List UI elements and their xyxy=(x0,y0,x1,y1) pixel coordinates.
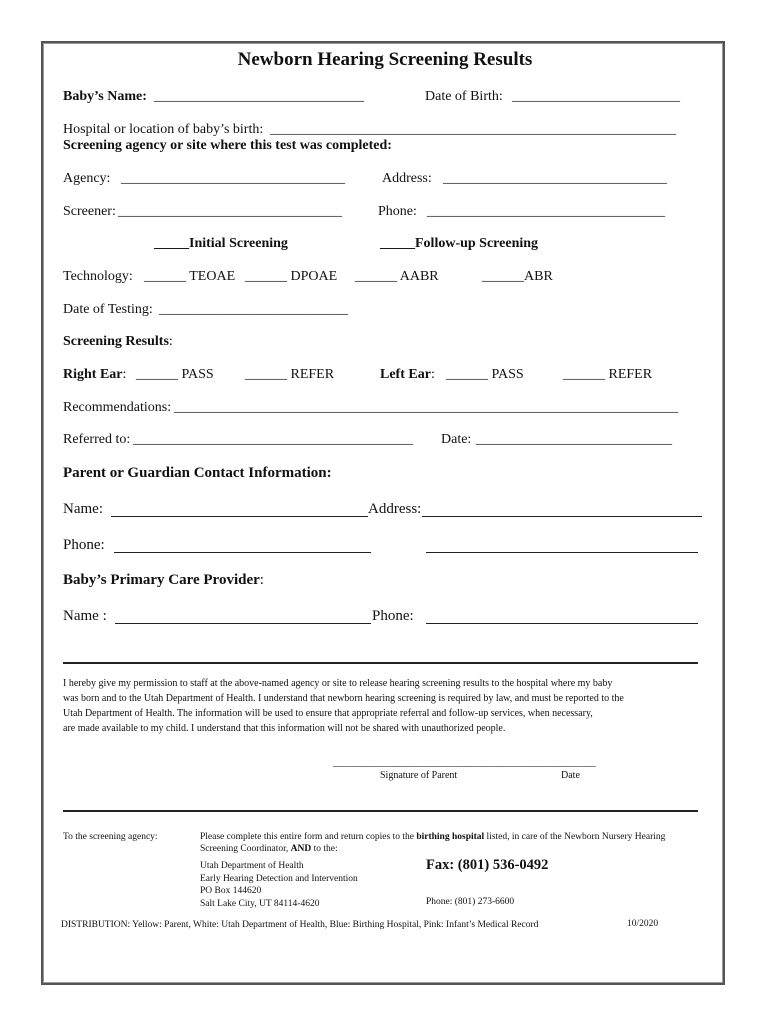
left-ear-label xyxy=(380,367,435,383)
signature-label: Signature of Parent xyxy=(380,770,458,781)
pcp-phone-field[interactable] xyxy=(426,623,698,624)
results-heading-colon: : xyxy=(168,334,173,349)
date-testing-label: Date of Testing: xyxy=(63,302,153,317)
technology-abr-label: ABR xyxy=(524,269,553,284)
parent-name-label: Name: xyxy=(63,501,103,517)
footer-divider xyxy=(63,810,698,812)
dob-label: Date of Birth: xyxy=(425,89,503,104)
parent-address-line2-field[interactable] xyxy=(426,552,698,553)
permission-statement xyxy=(63,676,713,736)
hospital-field[interactable]: __________________________________________________________ xyxy=(270,122,676,137)
followup-screening-blank[interactable]: _____ xyxy=(380,236,415,251)
agency-address-field[interactable]: ________________________________ xyxy=(443,171,667,186)
pcp-name-label: Name : xyxy=(63,608,107,624)
left-ear-refer[interactable]: ______ REFER xyxy=(563,367,653,382)
technology-abr[interactable] xyxy=(482,269,553,285)
right-ear-label xyxy=(63,367,126,383)
screener-phone-field[interactable]: __________________________________ xyxy=(427,204,665,219)
revision-date: 10/2020 xyxy=(627,919,659,929)
address-line: Salt Lake City, UT 84114-4620 xyxy=(200,898,320,909)
permission-line: was born and to the Utah Department of Health. I understand that newborn hearing screening is required by law, and must be reported to the xyxy=(63,693,624,704)
referred-date-label: Date: xyxy=(441,432,472,447)
signature-date-label: Date xyxy=(561,770,580,781)
pcp-heading-colon: : xyxy=(259,572,264,588)
right-ear-text: Right Ear xyxy=(63,367,123,382)
left-ear-text: Left Ear xyxy=(380,367,431,382)
agency-field[interactable]: ________________________________ xyxy=(121,171,345,186)
permission-line: are made available to my child. I understand that this information will not be shared with unauthorized people. xyxy=(63,723,506,734)
left-ear-pass[interactable]: ______ PASS xyxy=(446,367,524,382)
screener-field[interactable]: ________________________________ xyxy=(118,204,342,219)
technology-teoae[interactable]: ______ TEOAE xyxy=(144,269,236,284)
technology-abr-blank[interactable]: ______ xyxy=(482,269,524,284)
dob-field[interactable]: ________________________ xyxy=(512,89,680,104)
pcp-heading-text: Baby’s Primary Care Provider xyxy=(63,572,260,588)
results-heading-text: Screening Results xyxy=(63,334,169,349)
permission-line: Utah Department of Health. The information will be used to ensure that appropriate referral and follow-up services, when necessary, xyxy=(63,708,593,719)
pcp-name-field[interactable] xyxy=(115,623,371,624)
referred-date-field[interactable]: ____________________________ xyxy=(476,432,672,447)
agency-heading: Screening agency or site where this test was completed: xyxy=(63,138,392,153)
form-title: Newborn Hearing Screening Results xyxy=(237,49,533,70)
parent-phone-label: Phone: xyxy=(63,537,105,553)
section-divider xyxy=(63,662,698,664)
initial-screening-option[interactable] xyxy=(154,236,288,252)
referred-to-field[interactable]: ________________________________________ xyxy=(133,432,413,447)
recommendations-label: Recommendations: xyxy=(63,400,172,415)
right-ear-pass[interactable]: ______ PASS xyxy=(136,367,214,382)
initial-screening-label: Initial Screening xyxy=(189,236,288,251)
parent-address-label: Address: xyxy=(368,501,422,517)
recommendations-field[interactable]: ________________________________________________________________________ xyxy=(174,400,678,415)
pcp-heading xyxy=(63,572,264,589)
followup-screening-label: Follow-up Screening xyxy=(415,236,539,251)
to-agency-label: To the screening agency: xyxy=(63,832,158,842)
screener-label: Screener: xyxy=(63,204,116,219)
udoh-address xyxy=(200,860,358,910)
instruction-bold: AND xyxy=(290,844,312,854)
baby-name-label: Baby’s Name: xyxy=(63,89,147,104)
baby-name-field[interactable]: ______________________________ xyxy=(154,89,364,104)
instruction-line-1 xyxy=(200,832,665,842)
phone-number: Phone: (801) 273-6600 xyxy=(426,897,515,907)
followup-screening-option[interactable] xyxy=(380,236,538,252)
signature-field[interactable]: _____________________________________________________ xyxy=(333,757,596,768)
technology-dpoae[interactable]: ______ DPOAE xyxy=(245,269,338,284)
instruction-text: to the: xyxy=(311,844,338,854)
right-ear-colon: : xyxy=(122,367,127,382)
permission-line: I hereby give my permission to staff at the above-named agency or site to release hearing screening results to the hospital where my baby xyxy=(63,678,613,689)
parent-phone-field[interactable] xyxy=(114,552,371,553)
initial-screening-blank[interactable]: _____ xyxy=(154,236,189,251)
instruction-text: Please complete this entire form and return copies to the xyxy=(200,832,417,842)
technology-aabr[interactable]: ______ AABR xyxy=(355,269,439,284)
distribution-note: DISTRIBUTION: Yellow: Parent, White: Utah Department of Health, Blue: Birthing Hospital, Pink: Infant’s Medical Record xyxy=(61,920,539,930)
results-heading xyxy=(63,334,173,350)
address-line: PO Box 144620 xyxy=(200,886,262,896)
parent-name-field[interactable] xyxy=(111,516,368,517)
instruction-line-2 xyxy=(200,844,338,854)
instruction-text: listed, in care of the Newborn Nursery Hearing xyxy=(484,832,666,842)
agency-label: Agency: xyxy=(63,171,111,186)
address-line: Utah Department of Health xyxy=(200,861,304,871)
agency-address-label: Address: xyxy=(382,171,432,186)
right-ear-refer[interactable]: ______ REFER xyxy=(245,367,335,382)
left-ear-colon: : xyxy=(430,367,435,382)
hospital-label: Hospital or location of baby’s birth: xyxy=(63,122,264,137)
technology-label: Technology: xyxy=(63,269,133,284)
date-testing-field[interactable]: ___________________________ xyxy=(159,302,348,317)
instruction-text: Screening Coordinator, xyxy=(200,844,291,854)
address-line: Early Hearing Detection and Intervention xyxy=(200,873,358,884)
fax-number: Fax: (801) 536-0492 xyxy=(426,857,549,873)
parent-heading: Parent or Guardian Contact Information: xyxy=(63,465,332,481)
referred-to-label: Referred to: xyxy=(63,432,131,447)
parent-address-field[interactable] xyxy=(422,516,702,517)
screener-phone-label: Phone: xyxy=(378,204,417,219)
instruction-bold: birthing hospital xyxy=(416,832,485,842)
pcp-phone-label: Phone: xyxy=(372,608,414,624)
